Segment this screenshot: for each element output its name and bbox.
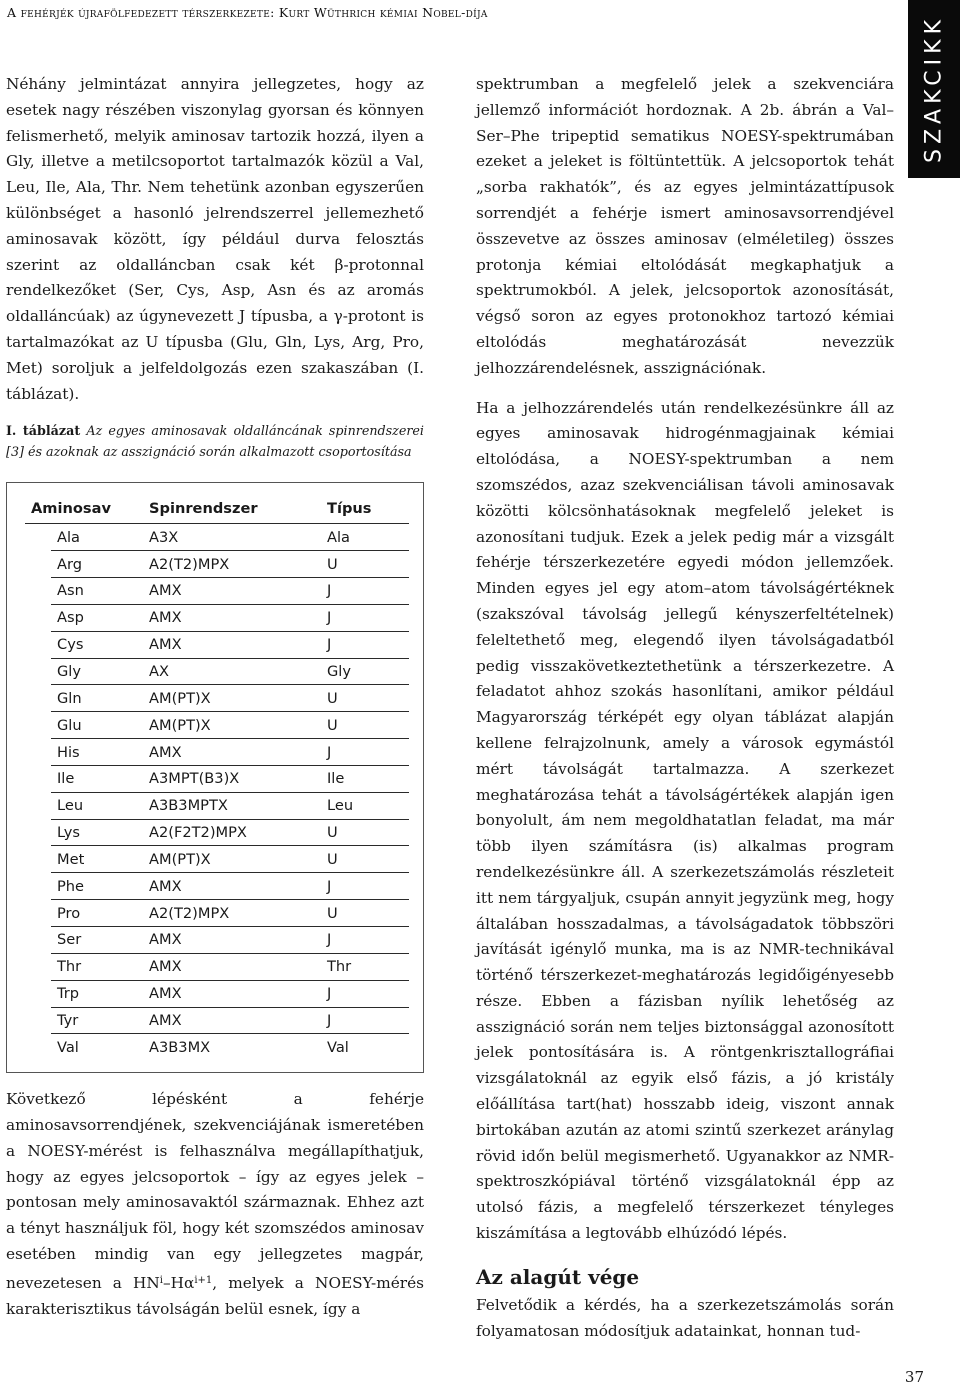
table-body — [7, 524, 423, 1060]
table-row — [7, 846, 423, 872]
table-row — [7, 927, 423, 953]
table-row — [7, 873, 423, 899]
table-header-row — [7, 493, 423, 523]
table-cell: A2(T2)MPX — [149, 904, 230, 922]
page-number: 37 — [904, 1368, 924, 1386]
table-cell: AMX — [149, 1011, 182, 1029]
table-caption — [6, 421, 424, 462]
superscript-i-plus-1: i+1 — [194, 1274, 213, 1286]
table-cell: A3MPT(B3)X — [149, 770, 240, 788]
left-paragraph-2-part-b: –Hα — [162, 1273, 195, 1292]
table-cell: AMX — [149, 931, 182, 949]
table-cell: His — [57, 743, 80, 761]
table-cell: Leu — [57, 797, 84, 815]
table-row — [7, 766, 423, 792]
table-cell: U — [327, 689, 338, 707]
table-cell: Glu — [57, 716, 82, 734]
table-cell: J — [327, 1011, 332, 1029]
table-header-cell: Típus — [327, 499, 372, 517]
table-cell: AMX — [149, 743, 182, 761]
table-cell: Gln — [57, 689, 82, 707]
table-row — [7, 524, 423, 550]
table-cell: Leu — [327, 797, 354, 815]
table-cell: Ile — [327, 770, 345, 788]
table-cell: AMX — [149, 609, 182, 627]
left-paragraph-2 — [6, 1087, 424, 1322]
table-cell: J — [327, 743, 332, 761]
right-paragraph-1: spektrumban a megfelelő jelek a szekvenciára jellemző információt hordoznak. A 2b. ábrán a Val–Ser–Phe tripeptid sematikus NOESY-spektrumában ezeket a jeleket is föltüntettük. A jelcsoportok tehát „sorba rakhatók”, és az egyes jelmintázattípusok sorrendjét a fehérje ismert aminosavsorrendjével összevetve az összes aminosav (elméletileg) összes protonja kémiai eltolódását megkaphatjuk a spektrumokból. A jelek, jelcsoportok azonosítását, végső soron az egyes protonokhoz tartozó kémiai eltolódás meghatározását nevezzük jelhozzárendelésnek, asszignációnak. — [476, 75, 894, 377]
table-caption-label: I. táblázat — [6, 423, 81, 439]
table-cell: AMX — [149, 582, 182, 600]
table-cell: A3B3MX — [149, 1038, 211, 1056]
table-row — [7, 578, 423, 604]
table-cell: Phe — [57, 877, 85, 895]
table-cell: Cys — [57, 636, 84, 654]
table-cell: J — [327, 636, 332, 654]
table-cell: A3X — [149, 528, 179, 546]
right-column — [476, 72, 894, 1344]
table-row — [7, 1034, 423, 1060]
table-row — [7, 712, 423, 738]
table-row — [7, 551, 423, 577]
spin-system-table — [6, 482, 424, 1073]
table-cell: Gly — [327, 663, 351, 680]
table-row — [7, 659, 423, 685]
table-cell: J — [327, 877, 332, 895]
running-header: A fehérjék újrafölfedezett térszerkezete: Kurt Wüthrich kémiai Nobel-díja — [7, 5, 488, 20]
table-cell: J — [327, 931, 332, 949]
table-cell: A2(T2)MPX — [149, 555, 230, 573]
table-cell: J — [327, 985, 332, 1003]
table-cell: Val — [327, 1038, 349, 1056]
section-heading: Az alagút vége — [476, 1264, 640, 1289]
table-cell: Lys — [57, 824, 81, 842]
table-cell: U — [327, 824, 338, 842]
table-cell: Thr — [327, 958, 352, 976]
right-paragraph-2: Ha a jelhozzárendelés után rendelkezésünkre áll az egyes aminosavak hidrogénmagjainak kémiai eltolódása, a NOESY-spektrumban a nem szomszédos, azaz szekvenciálisan távoli aminosavak közötti kölcsönhatásoknak megfelelő jeleket is azonosítani tudjuk. Ezek a jelek pedig már a vizsgált fehérje térszerkezetére egyedi módon jellemzőek. Minden egyes jel egy atom–atom távolságértéknek (szakszóval távolság jellegű kényszerfeltételnek) feleltethető meg, elegendő ilyen távolságadatból pedig visszakövetkeztethetünk a térszerkezetre. A feladatot ahhoz szokás hasonlítani, amikor például Magyarország térképét egy olyan táblázat alapján kellene felrajzolnunk, amely a városok egymástól mért távolságát tartalmazza. A szerkezet meghatározása tehát a távolságértékek alapján igen bonyolult, ám nem megoldhatatlan feladat, ma már több ilyen számításra (is) alkalmas program rendelkezésünkre áll. A szerkezetszámolás részleteit itt nem tárgyaljuk, csupán annyit jegyzünk meg, hogy általában hosszadalmas, a távolságadatok többszöri javítását igénylő munka, ma is az NMR-technikával történő térszerkezet-meghatározás legidőigényesebb része. Ebben a fázisban nyílik lehetőség az asszignáció során nem teljes biztonsággal azonosított jelek pontosítására is. A röntgenkrisztallográfiai vizsgálatoknál az egyik első fázis, a jó kristály előállítása tart(hat) hosszabb ideig, viszont annak birtokában azután az atomi szintű szerkezet aránylag rövid időn belül megismerhető. Ugyanakkor az NMR-spektroszkópiával történő vizsgálatoknál épp az utolsó fázis, a megfelelő térszerkezet tényleges kiszámítása a legtovább elhúzódó lépés. — [476, 398, 894, 1243]
table-row — [7, 981, 423, 1007]
table-cell: J — [327, 609, 332, 627]
table-cell: AM(PT)X — [149, 716, 211, 734]
table-cell: Pro — [57, 904, 81, 922]
superscript-i: i — [159, 1274, 163, 1286]
table-cell: Thr — [57, 958, 82, 976]
table-row — [7, 900, 423, 926]
table-cell: Asn — [57, 582, 84, 600]
table-cell: U — [327, 904, 338, 922]
table-cell: J — [327, 582, 332, 600]
table-caption-text: Az egyes aminosavak oldalláncának spinrendszerei [3] és azoknak az asszignáció során alkalmazott csoportosítása — [6, 423, 424, 459]
table-cell: AM(PT)X — [149, 689, 211, 707]
table-cell: A3B3MPTX — [149, 797, 228, 815]
table-cell: AMX — [149, 877, 182, 895]
table-cell: AMX — [149, 985, 182, 1003]
table-cell: U — [327, 850, 338, 868]
table-row — [7, 685, 423, 711]
table-cell: U — [327, 555, 338, 573]
table-cell: Arg — [57, 555, 82, 573]
table-cell: AMX — [149, 958, 182, 976]
left-paragraph-2-part-a: Következő lépésként a fehérje aminosavsorrendjének, szekvenciájának ismeretében a NOESY-mérést is felhasználva megállapíthatjuk, hogy az egyes jelcsoportok – így az egyes jelek – pontosan mely aminosavaktól származnak. Ehhez azt a tényt használjuk föl, hogy két szomszédos aminosav esetében mindig van egy jellegzetes magpár, nevezetesen a HN — [6, 1090, 424, 1292]
section-tab — [908, 0, 960, 178]
table-cell: Ala — [57, 528, 80, 546]
table-row — [7, 605, 423, 631]
table-row — [7, 1008, 423, 1034]
table-row — [7, 954, 423, 980]
table-row — [7, 739, 423, 765]
table-cell: Gly — [57, 663, 81, 680]
table-row — [7, 820, 423, 846]
table-header-cell: Aminosav — [31, 499, 111, 517]
table-cell: Met — [57, 850, 85, 868]
left-column — [6, 72, 424, 1322]
left-paragraph-1: Néhány jelmintázat annyira jellegzetes, hogy az esetek nagy részében viszonylag gyorsan és könnyen felismerhető, melyik aminosav tartozik hozzá, ilyen a Gly, illetve a metilcsoportot tartalmazók közül a Val, Leu, Ile, Ala, Thr. Nem tehetünk azonban egyszerűen különbséget a hasonló jelrendszerrel jellemezhető aminosavak között, így például durva felosztás szerint az oldalláncban csak két β-protonnal rendelkezőket (Ser, Cys, Asp, Asn és az aromás oldalláncúak) az úgynevezett J típusba, a γ-protont is tartalmazókat az U típusba (Glu, Gln, Lys, Arg, Pro, Met) soroljuk a jelfeldolgozás ezen szakaszában (I. táblázat). — [6, 75, 424, 403]
table-cell: U — [327, 716, 338, 734]
table-cell: AMX — [149, 636, 182, 654]
table-row — [7, 632, 423, 658]
table-cell: Ser — [57, 931, 82, 949]
table-cell: AM(PT)X — [149, 850, 211, 868]
table-cell: Ile — [57, 770, 75, 788]
table-row — [7, 793, 423, 819]
section-tab-label: SZAKCIKK — [921, 14, 947, 164]
table-cell: Asp — [57, 609, 84, 627]
table-cell: AX — [149, 663, 169, 680]
table-cell: Val — [57, 1038, 79, 1056]
table-cell: A2(F2T2)MPX — [149, 824, 247, 842]
table-cell: Tyr — [57, 1011, 79, 1029]
table-cell: Ala — [327, 528, 350, 546]
right-paragraph-3: Felvetődik a kérdés, ha a szerkezetszámolás során folyamatosan módosítjuk adatainkat, honnan tud- — [476, 1295, 894, 1340]
table-cell: Trp — [57, 985, 80, 1003]
left-paragraph-2-part-c: , melyek a NOESY-mérés karakterisztikus távolságán belül esnek, így a — [6, 1273, 424, 1318]
table-header-cell: Spinrendszer — [149, 499, 258, 517]
